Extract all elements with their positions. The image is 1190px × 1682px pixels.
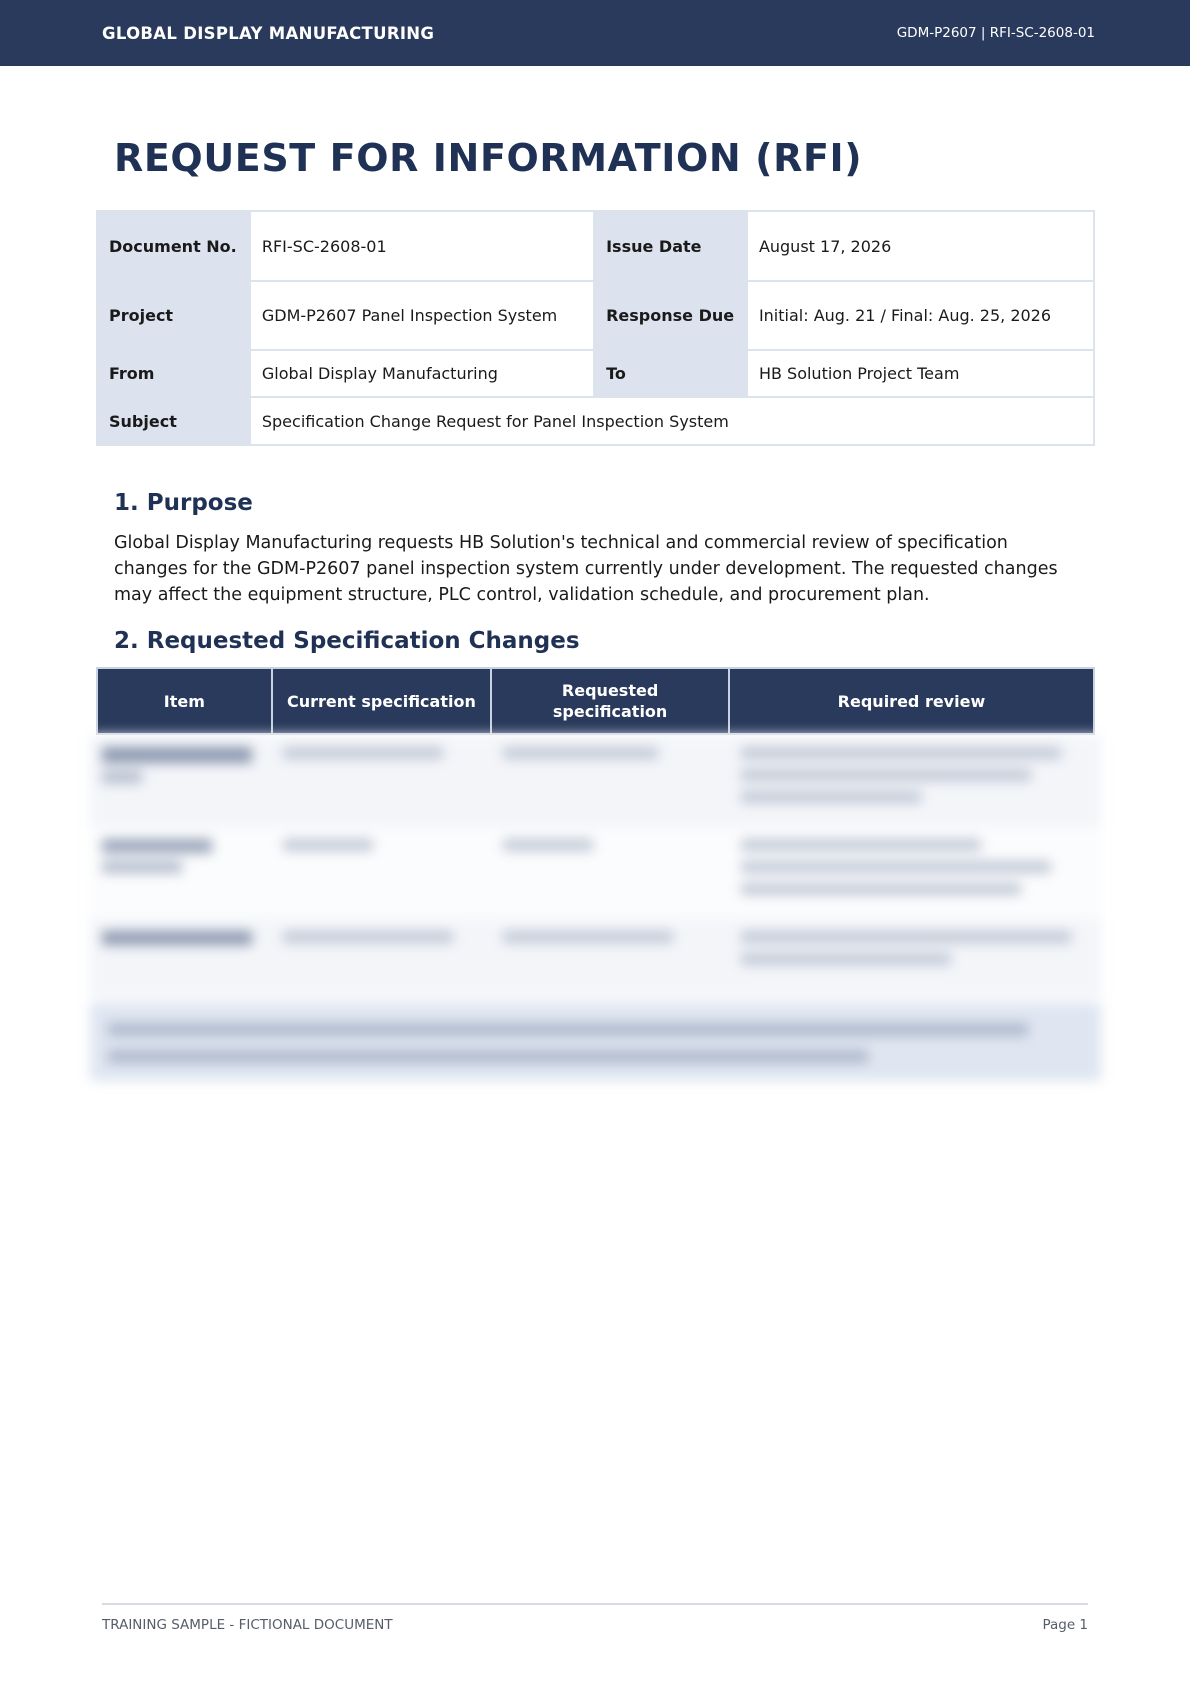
- blurred-cell: [90, 919, 271, 999]
- subject-value: Specification Change Request for Panel Inspection System: [250, 397, 1094, 445]
- table-row: [90, 827, 1101, 919]
- purpose-heading: 1. Purpose: [114, 490, 253, 516]
- table-row: [90, 919, 1101, 999]
- changes-header-row: [97, 668, 1094, 734]
- table-row: [90, 735, 1101, 827]
- blurred-cell: [90, 735, 271, 827]
- changes-table-wrap: [96, 667, 1095, 1081]
- blurred-cell: [491, 735, 729, 827]
- issue-date-value: August 17, 2026: [747, 211, 1094, 281]
- subject-label: Subject: [97, 397, 250, 445]
- footer-left-text: TRAINING SAMPLE - FICTIONAL DOCUMENT: [102, 1617, 393, 1633]
- info-row-document: [97, 211, 1094, 281]
- purpose-text: Global Display Manufacturing requests HB Solution's technical and commercial review of specification changes for the GDM-P2607 panel inspection system currently under development. The requested changes may affect the equipment structure, PLC control, validation schedule, and procurement plan.: [114, 533, 1058, 605]
- col-header-current: Current specification: [272, 668, 492, 734]
- header-band: [0, 0, 1190, 66]
- blurred-cell: [729, 827, 1101, 919]
- changes-heading: 2. Requested Specification Changes: [114, 628, 580, 654]
- blurred-cell: [729, 735, 1101, 827]
- col-header-requested: Requested specification: [491, 668, 729, 734]
- info-row-from-to: [97, 350, 1094, 397]
- header-org: GLOBAL DISPLAY MANUFACTURING: [102, 23, 435, 43]
- header-ref: GDM-P2607 | RFI-SC-2608-01: [896, 25, 1095, 41]
- info-row-project: [97, 281, 1094, 350]
- response-due-value: Initial: Aug. 21 / Final: Aug. 25, 2026: [747, 281, 1094, 350]
- info-row-subject: [97, 397, 1094, 445]
- to-value: HB Solution Project Team: [747, 350, 1094, 397]
- page-number: Page 1: [1042, 1617, 1088, 1633]
- issue-date-label: Issue Date: [594, 211, 747, 281]
- col-header-review: Required review: [729, 668, 1094, 734]
- project-value: GDM-P2607 Panel Inspection System: [250, 281, 594, 350]
- from-label: From: [97, 350, 250, 397]
- blurred-table-body: [90, 735, 1101, 1081]
- blurred-cell: [729, 919, 1101, 999]
- blurred-rows: [90, 735, 1101, 999]
- doc-no-label: Document No.: [97, 211, 250, 281]
- from-value: Global Display Manufacturing: [250, 350, 594, 397]
- blurred-cell: [271, 919, 491, 999]
- blurred-cell: [271, 827, 491, 919]
- to-label: To: [594, 350, 747, 397]
- changes-table: [96, 667, 1095, 735]
- project-label: Project: [97, 281, 250, 350]
- footer-divider: [102, 1603, 1088, 1605]
- page-title: REQUEST FOR INFORMATION (RFI): [114, 136, 863, 180]
- response-due-label: Response Due: [594, 281, 747, 350]
- blurred-note: [90, 1003, 1101, 1081]
- blurred-cell: [491, 827, 729, 919]
- blurred-cell: [271, 735, 491, 827]
- blurred-cell: [90, 827, 271, 919]
- doc-no-value: RFI-SC-2608-01: [250, 211, 594, 281]
- document-info-table: [96, 210, 1095, 446]
- col-header-item: Item: [97, 668, 272, 734]
- blurred-cell: [491, 919, 729, 999]
